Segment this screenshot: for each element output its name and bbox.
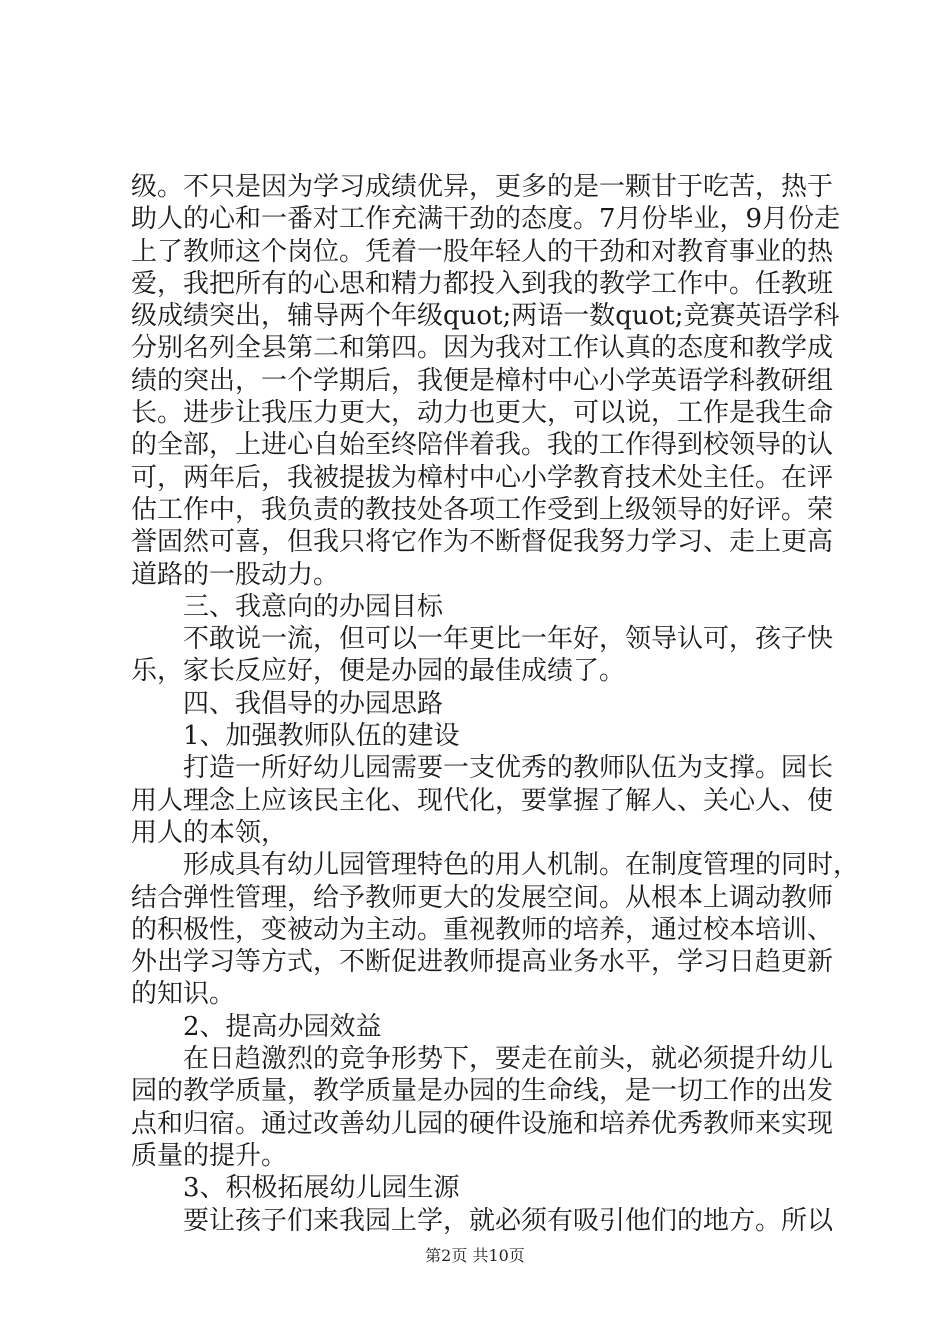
text-line: 质量的提升。 <box>131 1140 288 1171</box>
text-line: 点和归宿。通过改善幼儿园的硬件设施和培养优秀教师来实现 <box>131 1108 834 1139</box>
text-line: 可，两年后，我被提拔为樟村中心小学教育技术处主任。在评 <box>131 462 834 493</box>
text-line: 分别名列全县第二和第四。因为我对工作认真的态度和教学成 <box>131 333 834 364</box>
text-line: 形成具有幼儿园管理特色的用人机制。在制度管理的同时， <box>131 850 860 881</box>
text-line: 的知识。 <box>131 979 236 1010</box>
text-line: 四、我倡导的办园思路 <box>131 688 444 719</box>
text-line: 外出学习等方式，不断促进教师提高业务水平，学习日趋更新 <box>131 947 834 978</box>
text-line: 的积极性，变被动为主动。重视教师的培养，通过校本培训、 <box>131 914 834 945</box>
text-line: 用人理念上应该民主化、现代化，要掌握了解人、关心人、使 <box>131 785 834 816</box>
text-line: 1、加强教师队伍的建设 <box>131 721 460 752</box>
text-line: 长。进步让我压力更大，动力也更大，可以说，工作是我生命 <box>131 398 834 429</box>
text-line: 誉固然可喜，但我只将它作为不断督促我努力学习、走上更高 <box>131 527 834 558</box>
text-line: 乐，家长反应好，便是办园的最佳成绩了。 <box>131 656 626 687</box>
text-line: 用人的本领， <box>131 817 288 848</box>
text-line: 爱，我把所有的心思和精力都投入到我的教学工作中。任教班 <box>131 268 834 299</box>
document-body <box>131 171 860 1237</box>
text-line: 要让孩子们来我园上学，就必须有吸引他们的地方。所以 <box>131 1205 834 1236</box>
text-line: 道路的一股动力。 <box>131 559 340 590</box>
text-line: 三、我意向的办园目标 <box>131 591 444 622</box>
text-line: 的全部，上进心自始至终陪伴着我。我的工作得到校领导的认 <box>131 430 834 461</box>
text-line: 级成绩突出，辅导两个年级quot;两语一数quot;竞赛英语学科 <box>131 301 840 332</box>
text-line: 园的教学质量，教学质量是办园的生命线，是一切工作的出发 <box>131 1076 834 1107</box>
text-line: 不敢说一流，但可以一年更比一年好，领导认可，孩子快 <box>131 624 834 655</box>
text-line: 助人的心和一番对工作充满干劲的态度。7月份毕业，9月份走 <box>131 204 841 235</box>
text-line: 绩的突出，一个学期后，我便是樟村中心小学英语学科教研组 <box>131 365 834 396</box>
page-footer: 第2页 共10页 <box>425 1246 525 1265</box>
text-line: 结合弹性管理，给予教师更大的发展空间。从根本上调动教师 <box>131 882 834 913</box>
text-line: 2、提高办园效益 <box>131 1011 382 1042</box>
text-line: 3、积极拓展幼儿园生源 <box>131 1173 460 1204</box>
text-line: 上了教师这个岗位。凭着一股年轻人的干劲和对教育事业的热 <box>131 236 834 267</box>
text-line: 估工作中，我负责的教技处各项工作受到上级领导的好评。荣 <box>131 494 834 525</box>
text-line: 在日趋激烈的竞争形势下，要走在前头，就必须提升幼儿 <box>131 1044 834 1075</box>
text-line: 级。不只是因为学习成绩优异，更多的是一颗甘于吃苦，热于 <box>131 172 834 202</box>
text-line: 打造一所好幼儿园需要一支优秀的教师队伍为支撑。园长 <box>131 753 834 784</box>
